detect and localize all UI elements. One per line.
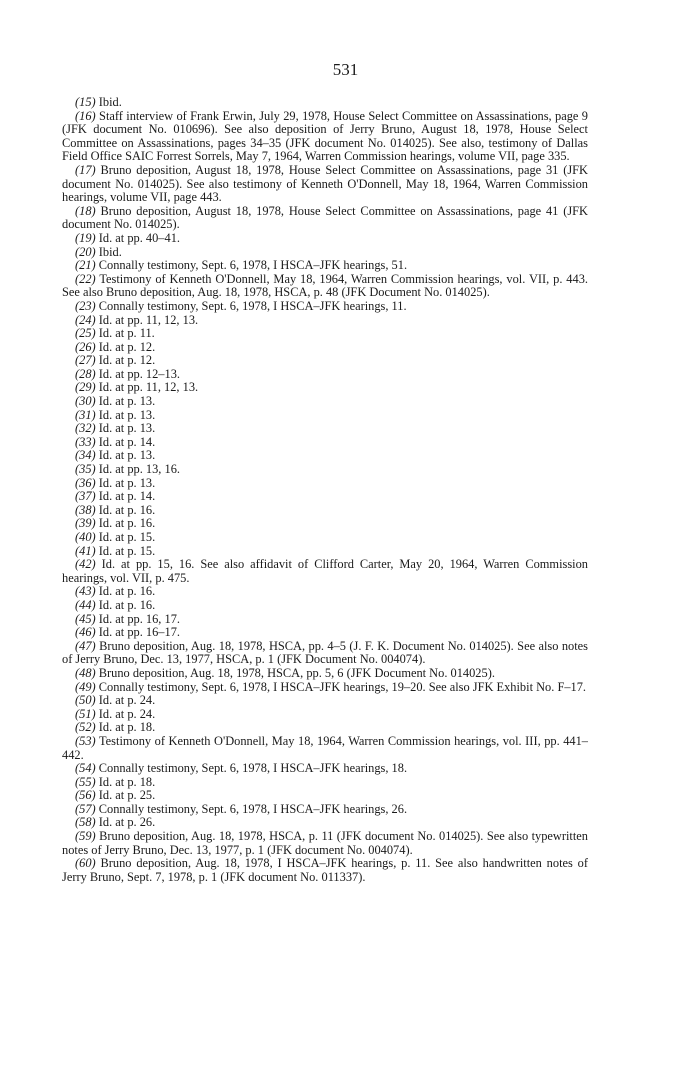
endnote-number: (32) (75, 421, 96, 436)
endnote (62, 789, 588, 803)
endnote-number: (38) (75, 502, 96, 517)
endnote-text: Bruno deposition, Aug. 18, 1978, I HSCA–JFK hearings, p. 11. See also handwritten notes of Jerry Bruno, Sept. 7, 1978, p. 1 (JFK document No. 011337). (62, 856, 588, 884)
endnote (62, 585, 588, 599)
endnote (62, 694, 588, 708)
endnote-number: (41) (75, 543, 96, 558)
endnote-text: Id. at pp. 16–17. (98, 625, 180, 640)
endnote (62, 640, 588, 667)
endnote (62, 395, 588, 409)
endnote-text: Staff interview of Frank Erwin, July 29, 1978, House Select Committee on Assassinations, page 9 (JFK document No. 010696). See also deposition of Jerry Bruno, August 18, 1978, House Select Committee on Assassinations, pages 34–35 (JFK document No. 014025). See also, testimony of Dallas Field Office SAIC Forrest Sorrels, May 7, 1964, Warren Commission hearings, volume VII, page 335. (62, 108, 588, 164)
endnote-text: Id. at p. 16. (98, 584, 156, 599)
endnote-number: (35) (75, 462, 96, 477)
endnote-number: (58) (75, 815, 96, 830)
endnote (62, 776, 588, 790)
endnote-number: (28) (75, 366, 96, 381)
endnote-number: (16) (75, 108, 96, 123)
endnote-number: (25) (75, 326, 96, 341)
endnote-number: (44) (75, 597, 96, 612)
endnote-text: Id. at p. 18. (98, 720, 156, 735)
endnote-number: (59) (75, 829, 96, 844)
endnote (62, 857, 588, 884)
endnote-text: Id. at p. 13. (98, 394, 156, 409)
endnote-number: (31) (75, 407, 96, 422)
endnote-text: Id. at p. 16. (98, 516, 156, 531)
endnotes-list (62, 96, 588, 884)
endnote-number: (53) (75, 733, 96, 748)
endnote (62, 314, 588, 328)
endnote-text: Id. at p. 24. (98, 693, 156, 708)
endnote (62, 762, 588, 776)
endnote (62, 517, 588, 531)
endnote-text: Id. at pp. 13, 16. (98, 462, 180, 477)
endnote-number: (29) (75, 380, 96, 395)
endnote-text: Id. at p. 25. (98, 788, 156, 803)
endnote-number: (50) (75, 693, 96, 708)
endnote-number: (43) (75, 584, 96, 599)
endnote-number: (54) (75, 761, 96, 776)
endnote-text: Id. at p. 14. (98, 489, 156, 504)
endnote (62, 830, 588, 857)
endnote (62, 708, 588, 722)
endnote-text: Id. at p. 13. (98, 475, 156, 490)
endnote-number: (27) (75, 353, 96, 368)
endnote-number: (45) (75, 611, 96, 626)
endnote (62, 422, 588, 436)
endnote (62, 327, 588, 341)
endnote-number: (37) (75, 489, 96, 504)
endnote (62, 96, 588, 110)
endnote-text: Bruno deposition, August 18, 1978, House Select Committee on Assassinations, page 41 (JFK document No. 014025). (62, 203, 588, 232)
endnote-number: (39) (75, 516, 96, 531)
endnote-number: (51) (75, 706, 96, 721)
endnote (62, 477, 588, 491)
endnote-text: Id. at p. 18. (98, 774, 156, 789)
endnote (62, 681, 588, 695)
endnote (62, 816, 588, 830)
endnote-text: Id. at pp. 40–41. (98, 230, 180, 245)
endnote-text: Id. at pp. 11, 12, 13. (98, 312, 199, 327)
endnote-number: (26) (75, 339, 96, 354)
endnote-number: (21) (75, 258, 96, 273)
endnote-text: Bruno deposition, Aug. 18, 1978, HSCA, p. 11 (JFK document No. 014025). See also typewritten notes of Jerry Bruno, Dec. 13, 1977, p. 1 (JFK document No. 004074). (62, 829, 589, 857)
endnote-number: (55) (75, 774, 96, 789)
endnote-number: (15) (75, 95, 96, 109)
endnote (62, 531, 588, 545)
endnote (62, 613, 588, 627)
endnote (62, 504, 588, 518)
endnote-number: (47) (75, 638, 96, 653)
endnote-number: (36) (75, 475, 96, 490)
endnote-number: (40) (75, 530, 96, 544)
endnote-number: (30) (75, 394, 96, 409)
endnote (62, 490, 588, 504)
endnote-text: Id. at p. 13. (98, 421, 156, 436)
endnote-number: (24) (75, 312, 96, 327)
endnote (62, 110, 588, 164)
endnote (62, 259, 588, 273)
endnote-text: Id. at p. 13. (98, 407, 156, 422)
endnote-text: Id. at pp. 15, 16. See also affidavit of Clifford Carter, May 20, 1964, Warren Commission hearings, vol. VII, p. 475. (62, 557, 588, 585)
endnote-text: Bruno deposition, August 18, 1978, House Select Committee on Assassinations, page 31 (JFK document No. 014025). See also testimony of Kenneth O'Donnell, May 18, 1964, Warren Commission hearings, volume VII, page 443. (62, 162, 588, 205)
endnote-text: Connally testimony, Sept. 6, 1978, I HSCA–JFK hearings, 26. (98, 801, 408, 816)
endnote-text: Id. at p. 12. (98, 353, 156, 368)
endnote-text: Testimony of Kenneth O'Donnell, May 18, 1964, Warren Commission hearings, vol. VII, p. 443. See also Bruno deposition, Aug. 18, 1978, HSCA, p. 48 (JFK Document No. 014025). (62, 271, 588, 300)
endnote-number: (52) (75, 720, 96, 735)
endnote-text: Connally testimony, Sept. 6, 1978, I HSCA–JFK hearings, 11. (98, 298, 407, 313)
endnote-text: Id. at p. 11. (98, 326, 155, 341)
endnote (62, 164, 588, 205)
endnote-number: (42) (75, 557, 96, 572)
endnote-text: Id. at p. 24. (98, 706, 156, 721)
endnote-number: (19) (75, 230, 96, 245)
endnote (62, 232, 588, 246)
endnote (62, 341, 588, 355)
endnote-text: Id. at p. 26. (98, 815, 156, 830)
endnote-text: Id. at p. 16. (98, 597, 156, 612)
endnote (62, 354, 588, 368)
endnote-text: Id. at p. 14. (98, 434, 156, 449)
endnote (62, 449, 588, 463)
endnote-number: (48) (75, 665, 96, 680)
endnote-text: Bruno deposition, Aug. 18, 1978, HSCA, pp. 4–5 (J. F. K. Document No. 014025). See also notes of Jerry Bruno, Dec. 13, 1977, HSCA, p. 1 (JFK Document No. 004074). (62, 638, 588, 667)
endnote-number: (46) (75, 625, 96, 640)
endnote (62, 368, 588, 382)
endnote-number: (34) (75, 448, 96, 463)
endnote-number: (20) (75, 244, 96, 259)
endnote-text: Id. at p. 12. (98, 339, 156, 354)
endnote-text: Connally testimony, Sept. 6, 1978, I HSCA–JFK hearings, 18. (98, 761, 408, 776)
endnote-number: (18) (75, 203, 96, 218)
endnote (62, 300, 588, 314)
endnote-number: (57) (75, 801, 96, 816)
endnote-text: Ibid. (98, 244, 122, 259)
endnote-text: Id. at p. 13. (98, 448, 156, 463)
endnote (62, 545, 588, 559)
endnote-text: Id. at pp. 16, 17. (98, 611, 180, 626)
endnote-text: Id. at pp. 11, 12, 13. (98, 380, 199, 395)
endnote (62, 626, 588, 640)
endnote-number: (56) (75, 788, 96, 803)
endnote-text: Id. at p. 16. (98, 502, 156, 517)
endnote-text: Id. at pp. 12–13. (98, 366, 180, 381)
endnote (62, 735, 588, 762)
endnote (62, 667, 588, 681)
endnote (62, 273, 588, 300)
endnote (62, 558, 588, 585)
endnote (62, 803, 588, 817)
endnote-number: (33) (75, 434, 96, 449)
endnote (62, 436, 588, 450)
endnote (62, 463, 588, 477)
endnote-number: (60) (75, 856, 96, 871)
endnote-text: Connally testimony, Sept. 6, 1978, I HSCA–JFK hearings, 51. (98, 258, 408, 273)
endnote-number: (49) (75, 679, 96, 694)
endnote-number: (23) (75, 298, 96, 313)
endnote-text: Connally testimony, Sept. 6, 1978, I HSCA–JFK hearings, 19–20. See also JFK Exhibit No. F–17. (98, 679, 587, 694)
page-number: 531 (332, 60, 359, 79)
endnote (62, 246, 588, 260)
endnote (62, 409, 588, 423)
endnote (62, 205, 588, 232)
endnote-text: Ibid. (98, 95, 122, 109)
endnote (62, 721, 588, 735)
endnote-text: Bruno deposition, Aug. 18, 1978, HSCA, pp. 5, 6 (JFK Document No. 014025). (98, 665, 495, 680)
endnote-text: Testimony of Kenneth O'Donnell, May 18, 1964, Warren Commission hearings, vol. III, pp. 441–442. (62, 733, 589, 762)
endnote-text: Id. at p. 15. (98, 543, 156, 558)
endnote (62, 381, 588, 395)
endnote-number: (17) (75, 162, 96, 177)
endnote (62, 599, 588, 613)
endnote-text: Id. at p. 15. (98, 530, 156, 544)
endnote-number: (22) (75, 271, 96, 286)
